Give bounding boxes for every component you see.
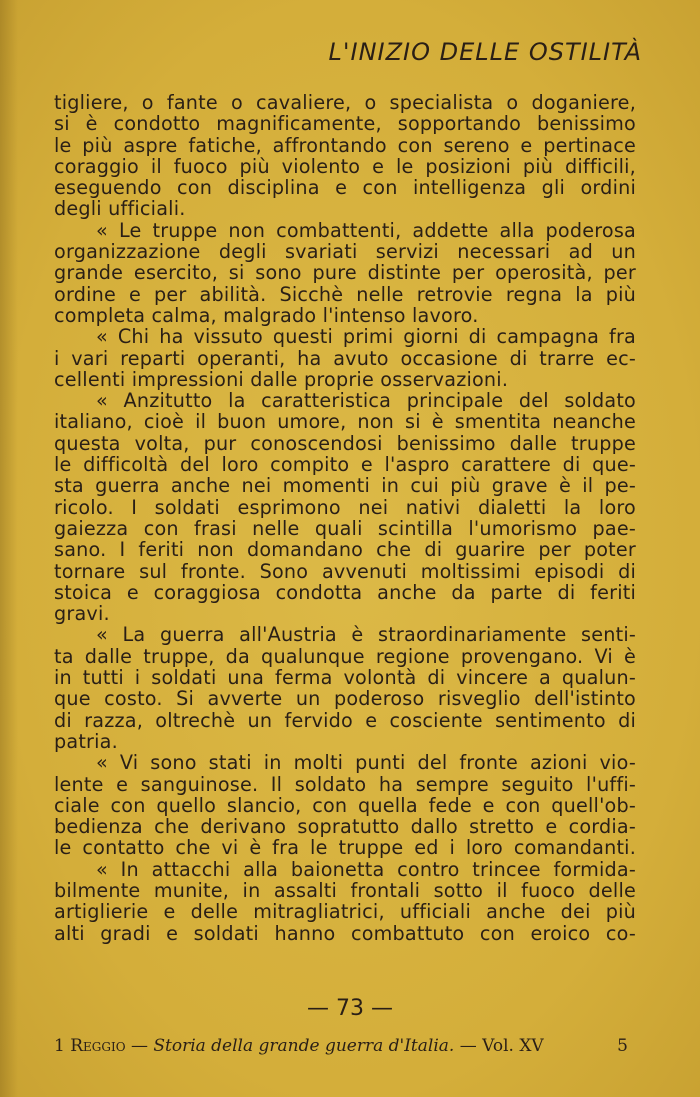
text-line: grande esercito, si sono pure distinte per operosità, per (54, 261, 636, 285)
text-line: gaiezza con frasi nelle quali scintilla l'umorismo pae- (54, 516, 636, 540)
text-line: i vari reparti operanti, ha avuto occasione di trarre ec- (54, 346, 636, 370)
text-line: cellenti impressioni dalle proprie osservazioni. (54, 367, 509, 391)
page-number: — 73 — (307, 996, 393, 1021)
text-line: alti gradi e soldati hanno combattuto con eroico co- (54, 921, 636, 945)
text-line: sano. I feriti non domandano che di guarire per poter (54, 538, 636, 562)
text-line: ordine e per abilità. Sicchè nelle retrovie regna la più (54, 282, 636, 306)
text-line: tigliere, o fante o cavaliere, o specialista o doganiere, (54, 91, 636, 114)
text-line: « La guerra all'Austria è straordinariamente senti- (96, 623, 636, 647)
text-line: italiano, cioè il buon umore, non si è smentita neanche (54, 410, 636, 434)
text-line: organizzazione degli svariati servizi necessari ad un (54, 240, 636, 264)
text-line: le contatto che vi è fra le truppe ed i loro comandanti. (54, 836, 636, 860)
text-line: artiglierie e delle mitragliatrici, ufficiali anche dei più (54, 900, 636, 924)
text-line: « Le truppe non combattenti, addette alla poderosa (96, 218, 636, 242)
text-line: le difficoltà del loro compito e l'aspro carattere di que- (54, 453, 636, 477)
text-line: questa volta, pur conoscendosi benissimo dalle truppe (54, 431, 636, 455)
text-line: tornare sul fronte. Sono avvenuti moltissimi episodi di (54, 559, 636, 583)
text-line: bilmente munite, in assalti frontali sotto il fuoco delle (54, 878, 636, 902)
text-line: « Chi ha vissuto questi primi giorni di campagna fra (96, 325, 636, 349)
text-line: coraggio il fuoco più violento e le posizioni più difficili, (54, 154, 636, 178)
printer-signature (54, 1036, 628, 1056)
signature-mark: 1 (54, 1036, 65, 1056)
text-line: le più aspre fatiche, affrontando con sereno e pertinace (54, 133, 636, 157)
text-line: ciale con quello slancio, con quella fede e con quell'ob- (54, 793, 636, 817)
text-line: stoica e coraggiosa condotta anche da parte di feriti (54, 580, 636, 604)
signature-volume: — Vol. XV (459, 1036, 544, 1056)
text-line: sta guerra anche nei momenti in cui più grave è il pe- (54, 474, 636, 498)
text-line: completa calma, malgrado l'intenso lavoro. (54, 303, 479, 327)
signature-title: Storia della grande guerra d'Italia. (153, 1036, 455, 1056)
text-line: que costo. Si avverte un poderoso risveglio dell'istinto (54, 687, 636, 711)
text-line: si è condotto magnificamente, sopportando benissimo (54, 112, 636, 136)
text-line: « Anzitutto la caratteristica principale del soldato (96, 389, 636, 413)
signature-dash: — (130, 1036, 148, 1056)
text-line: ricolo. I soldati esprimono nei nativi dialetti la loro (54, 495, 636, 519)
text-line: bedienza che derivano sopratutto dallo stretto e cordia- (54, 815, 636, 839)
text-line: « In attacchi alla baionetta contro trincee formida- (96, 857, 636, 881)
text-line: patria. (54, 729, 118, 753)
text-line: « Vi sono stati in molti punti del fronte azioni vio- (96, 751, 636, 775)
text-line: ta dalle truppe, da qualunque regione provengano. Vi è (54, 644, 636, 668)
text-line: gravi. (54, 602, 110, 626)
body-text (54, 92, 636, 944)
text-line: eseguendo con disciplina e con intelligenza gli ordini (54, 176, 636, 200)
signature-gathering: 5 (617, 1036, 628, 1056)
signature-left (54, 1036, 544, 1056)
running-head: L'INIZIO DELLE OSTILITÀ (328, 38, 642, 66)
gutter-shadow (0, 0, 18, 1097)
text-line: in tutti i soldati una ferma volontà di vincere a qualun- (54, 666, 636, 690)
text-line: degli ufficiali. (54, 197, 186, 221)
text-line: lente e sanguinose. Il soldato ha sempre seguito l'uffi- (54, 772, 636, 796)
signature-author: Reggio (70, 1036, 126, 1056)
text-line: di razza, oltrechè un fervido e cosciente sentimento di (54, 708, 636, 732)
